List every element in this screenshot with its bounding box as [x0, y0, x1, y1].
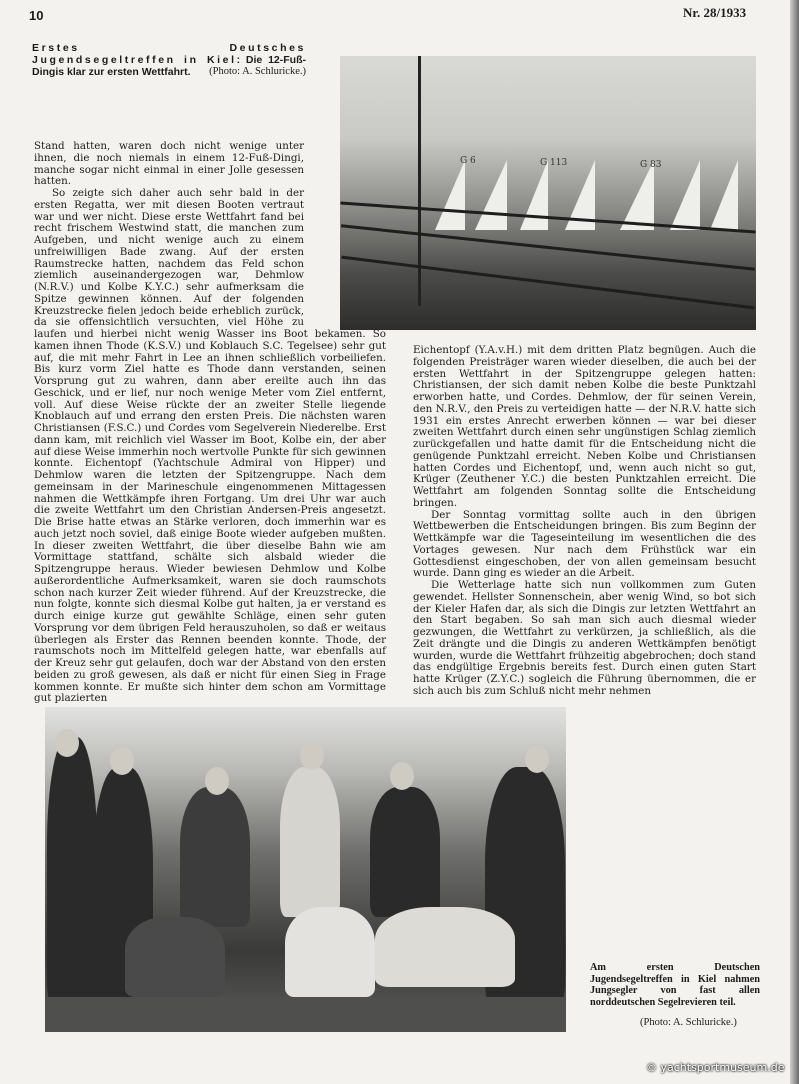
person [47, 737, 97, 1007]
pier-deck [45, 997, 566, 1032]
person [375, 907, 515, 987]
face [525, 745, 549, 773]
person [285, 907, 375, 997]
article-left-column [34, 140, 386, 705]
person [125, 917, 225, 997]
sail [670, 160, 700, 230]
face [390, 762, 414, 790]
face [55, 729, 79, 757]
paragraph: So zeigte sich daher auch sehr bald in der ersten Regatta, wer mit diesen Booten vertraut war und wer nicht. Diese erste Wettfahrt fand bei recht frischem Westwind statt, die manchen zum Aufgeben, und nicht wenige auch zu einem unfreiwilligen Bade zwang. Auf der ersten Raumstrecke hatten, nachdem das Feld schon ziemlich auseinandergezogen war, Dehmlow (N.R.V.) und Kolbe K.Y.C.) sehr aufmerksam die Spitze gewinnen können. Auf der folgenden Kreuzstrecke fielen jedoch beide erheblich zurück, da sie offensichtlich versuchten, viel Höhe zu laufen und hierbei nicht wenig Wasser ins Boot bekamen. So kamen ihnen Thode (K.S.V.) und Koblauch S.C. Tegelsee) sehr gut auf, die mit mehr Fahrt in Lee an ihnen schließlich vorbeiliefen. Bis kurz vorm Ziel hatte es Thode dann verstanden, seinen Vorsprung gut zu wahren, dann aber ereilte auch ihn das Geschick, und er lief, nur noch wenige Meter vom Ziel entfernt, voll. Auf diese Weise rückte der an zweiter Stelle liegende Knoblauch auf und errang den ersten Preis. Die nächsten waren Christiansen (F.S.C.) und Cordes vom Segelverein Niederelbe. Erst dann kam, mit reichlich viel Wasser im Boot, Kolbe ein, der aber auf diese Weise immerhin noch wertvolle Punkte für sich gewinnen konnte. Eichentopf (Yachtschule Admiral von Hipper) und Dehmlow waren die letzten der Spitzengruppe. Nach dem gemeinsam in der Marineschule eingenommenen Mittagessen nahmen die Wettkämpfe ihren Fortgang. Um drei Uhr war auch die zweite Wettfahrt um den Christian Andersen-Preis angesetzt. Die Brise hatte etwas an Stärke verloren, doch immerhin war es auch jetzt noch soviel, daß einige Boote wieder aufgeben mußten. In dieser zweiten Wettfahrt, die über dieselbe Bahn wie am Vormittage stattfand, schälte sich alsbald wieder die Spitzengruppe heraus. Wieder bewiesen Dehmlow und Kolbe außerordentliche Aufmerksamkeit, waren sie doch raumschots schon nach kurzer Zeit wieder führend. Auf der Kreuzstrecke, die nun folgte, konnte sich diesmal Kolbe gut halten, ja er verstand es durch einige kurze gut gewählte Schläge, einen sehr guten Vorsprung vor dem übrigen Feld herauszuholen, so daß er weitaus überlegen als Erster das Rennen beenden konnte. Thode, der raumschots noch im Mittelfeld gelegen hatte, war ebenfalls auf der Kreuz sehr gut gelaufen, doch war der Abstand von den ersten beiden zu groß gewesen, als daß er nicht für einen Sieg in Frage kommen konnte. Er mußte sich hinter dem schon am Vormittage gut plazierten [34, 187, 386, 705]
face [300, 742, 324, 770]
sail-number: G 6 [460, 156, 476, 166]
issue-number: Nr. 28/1933 [683, 5, 747, 20]
paragraph: Die Wetterlage hatte sich nun vollkommen zum Guten gewendet. Hellster Sonnenschein, aber wenig Wind, so bot sich der Kieler Hafen dar, als sich die Dingis zur letzten Wettfahrt an den Start begaben. So sah man sich auch diesmal wieder gezwungen, die Wettfahrt zu verkürzen, ja schließlich, als die Zeit drängte und die Dingis zu anderen Wettkämpfen benötigt wurden, wurde die Wettfahrt frühzeitig abgebrochen; doch stand das endgültige Ergebnis bereits fest. Durch einen guten Start hatte Krüger (Z.Y.C.) sogleich die Führung übernommen, die er sich auch bis zum Schluß nicht mehr nehmen [413, 579, 756, 697]
flagpole [418, 56, 421, 306]
sail [475, 160, 507, 230]
page-edge-shadow [790, 0, 799, 1084]
person [280, 767, 340, 917]
sail [710, 160, 738, 230]
top-photo-caption [32, 42, 306, 78]
article-right-column [413, 345, 756, 695]
page-number: 10 [29, 8, 44, 23]
face [205, 767, 229, 795]
sail [620, 160, 654, 230]
sail [520, 160, 548, 230]
paragraph: Eichentopf (Y.A.v.H.) mit dem dritten Platz begnügen. Auch die folgenden Preisträger waren wieder dieselben, die auch bei der ersten Wettfahrt in der Spitzengruppe gelegen hatten: Christiansen, der sich damit neben Kolbe die beste Punktzahl erworben hatte, und Cordes. Dehmlow, der für seinen Verein, den N.R.V., den Preis zu verteidigen hatte — der N.R.V. hatte sich 1931 ein erstes Anrecht erwerben können — war bei dieser zweiten Wettfahrt durch einen sehr ungünstigen Schlag ziemlich zurückgefallen und hatte damit für die Entscheidung nicht die genügende Punktzahl erreicht. Neben Kolbe und Christiansen hatten Cordes und Eichentopf, und, wenn auch nicht so gut, Krüger (Zeuthener Y.C.) die besten Punktzahlen erreicht. Die Wettfahrt am folgenden Sonntag sollte die Entscheidung bringen. [413, 344, 756, 509]
watermark: © yachtsportmuseum.de [646, 1061, 785, 1074]
sail-number: G 83 [640, 160, 662, 170]
paragraph: Stand hatten, waren doch nicht wenige unter ihnen, die noch niemals in einem 12-Fuß-Dingi, manche sogar nicht einmal in einer Jolle gesessen hatten. [34, 140, 304, 188]
group-photo [45, 707, 566, 1032]
sail-number: G 113 [540, 158, 568, 168]
face [110, 747, 134, 775]
sail [435, 160, 465, 230]
person [370, 787, 440, 917]
caption-title: Erstes Deutsches Jugendsegeltreffen in Kiel [32, 42, 306, 66]
caption-credit: (Photo: A. Schluricke.) [209, 66, 306, 77]
bottom-photo-caption: Am ersten Deutschen Jugendsegeltreffen in Kiel nahmen Jungsegler von fast allen norddeutschen Segelrevieren teil. [590, 962, 760, 1008]
person [180, 787, 250, 927]
caption-text: : Die 12-Fuß-Dingis klar zur ersten Wettfahrt. [32, 54, 306, 78]
dinghies-photo [340, 56, 756, 330]
bottom-photo-credit: (Photo: A. Schluricke.) [640, 1017, 737, 1028]
paragraph: Der Sonntag vormittag sollte auch in den übrigen Wettbewerben die Entscheidungen bringen. Bis zum Beginn der Wettkämpfe war die Tageseinteilung im wesentlichen die des Vortages gewesen. Nur nach dem Frühstück war ein Gottesdienst eingeschoben, der von allen gemeinsam besucht wurde. Dann ging es wieder an die Arbeit. [413, 508, 756, 580]
photo-wrap-spacer [304, 141, 386, 318]
